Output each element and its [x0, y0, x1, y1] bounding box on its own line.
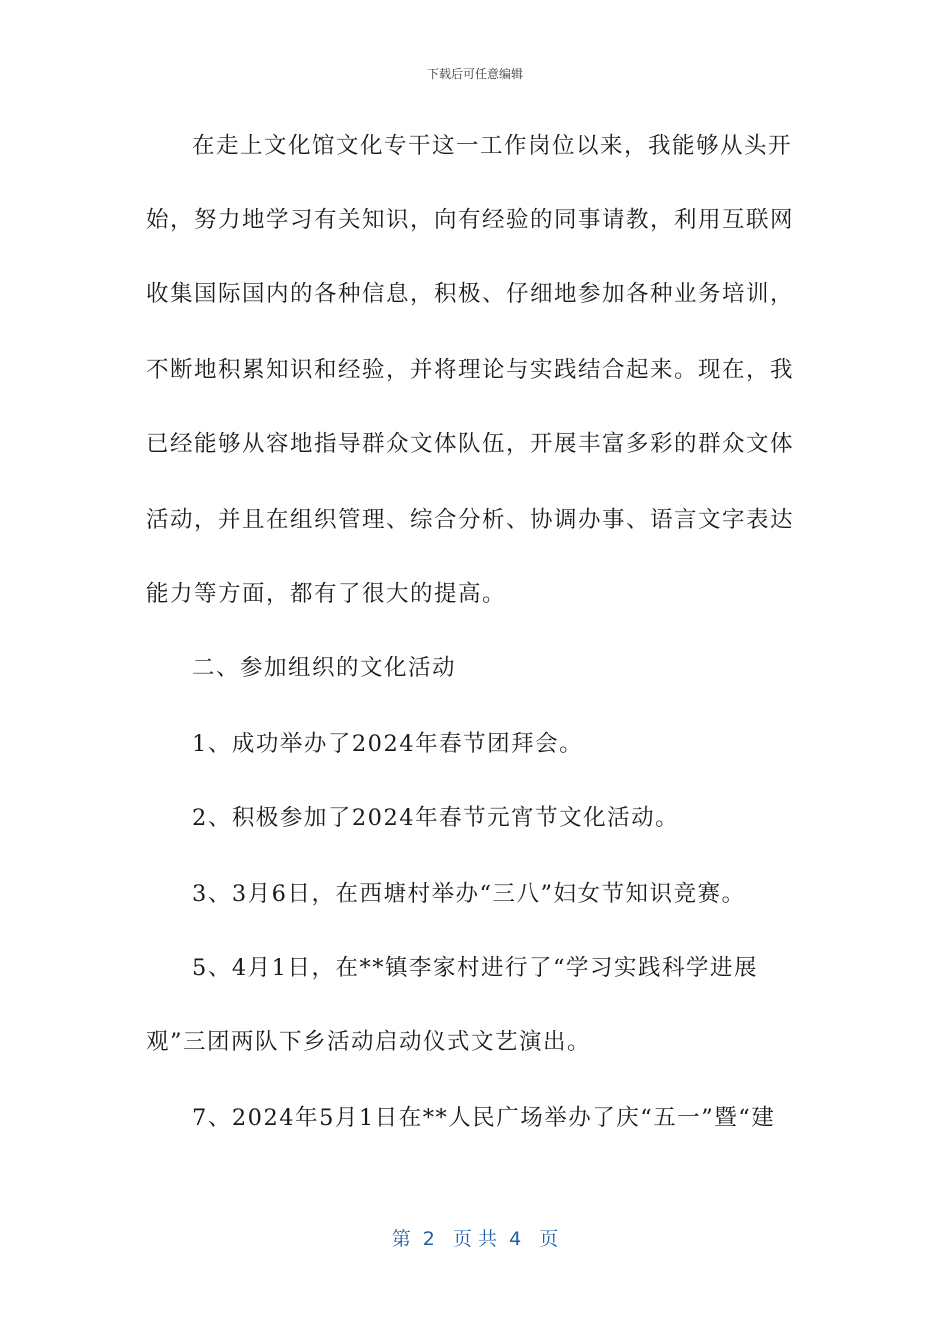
page-header-note: 下载后可任意编辑	[426, 67, 523, 81]
paragraph-line: 始，努力地学习有关知识，向有经验的同事请教，利用互联网	[146, 207, 795, 233]
list-item-continuation: 观”三团两队下乡活动启动仪式文艺演出。	[146, 1029, 592, 1055]
list-item: 3、3月6日，在西塘村举办“三八”妇女节知识竞赛。	[192, 881, 746, 907]
list-item: 5、4月1日，在**镇李家村进行了“学习实践科学进展	[192, 955, 758, 981]
page-number-footer: 第 2 页 共 4 页	[391, 1228, 559, 1250]
paragraph-line: 不断地积累知识和经验，并将理论与实践结合起来。现在，我	[146, 357, 795, 383]
list-item: 7、2024年5月1日在**人民广场举办了庆“五一”暨“建	[192, 1105, 776, 1131]
paragraph-line: 收集国际国内的各种信息，积极、仔细地参加各种业务培训，	[146, 281, 795, 307]
paragraph-line: 在走上文化馆文化专干这一工作岗位以来，我能够从头开	[192, 133, 793, 159]
paragraph-line: 已经能够从容地指导群众文体队伍，开展丰富多彩的群众文体	[146, 431, 795, 457]
section-heading: 二、参加组织的文化活动	[192, 655, 457, 681]
paragraph-line: 能力等方面，都有了很大的提高。	[146, 581, 507, 607]
list-item: 1、成功举办了2024年春节团拜会。	[192, 731, 584, 757]
list-item: 2、积极参加了2024年春节元宵节文化活动。	[192, 805, 680, 831]
paragraph-line: 活动，并且在组织管理、综合分析、协调办事、语言文字表达	[146, 507, 795, 533]
